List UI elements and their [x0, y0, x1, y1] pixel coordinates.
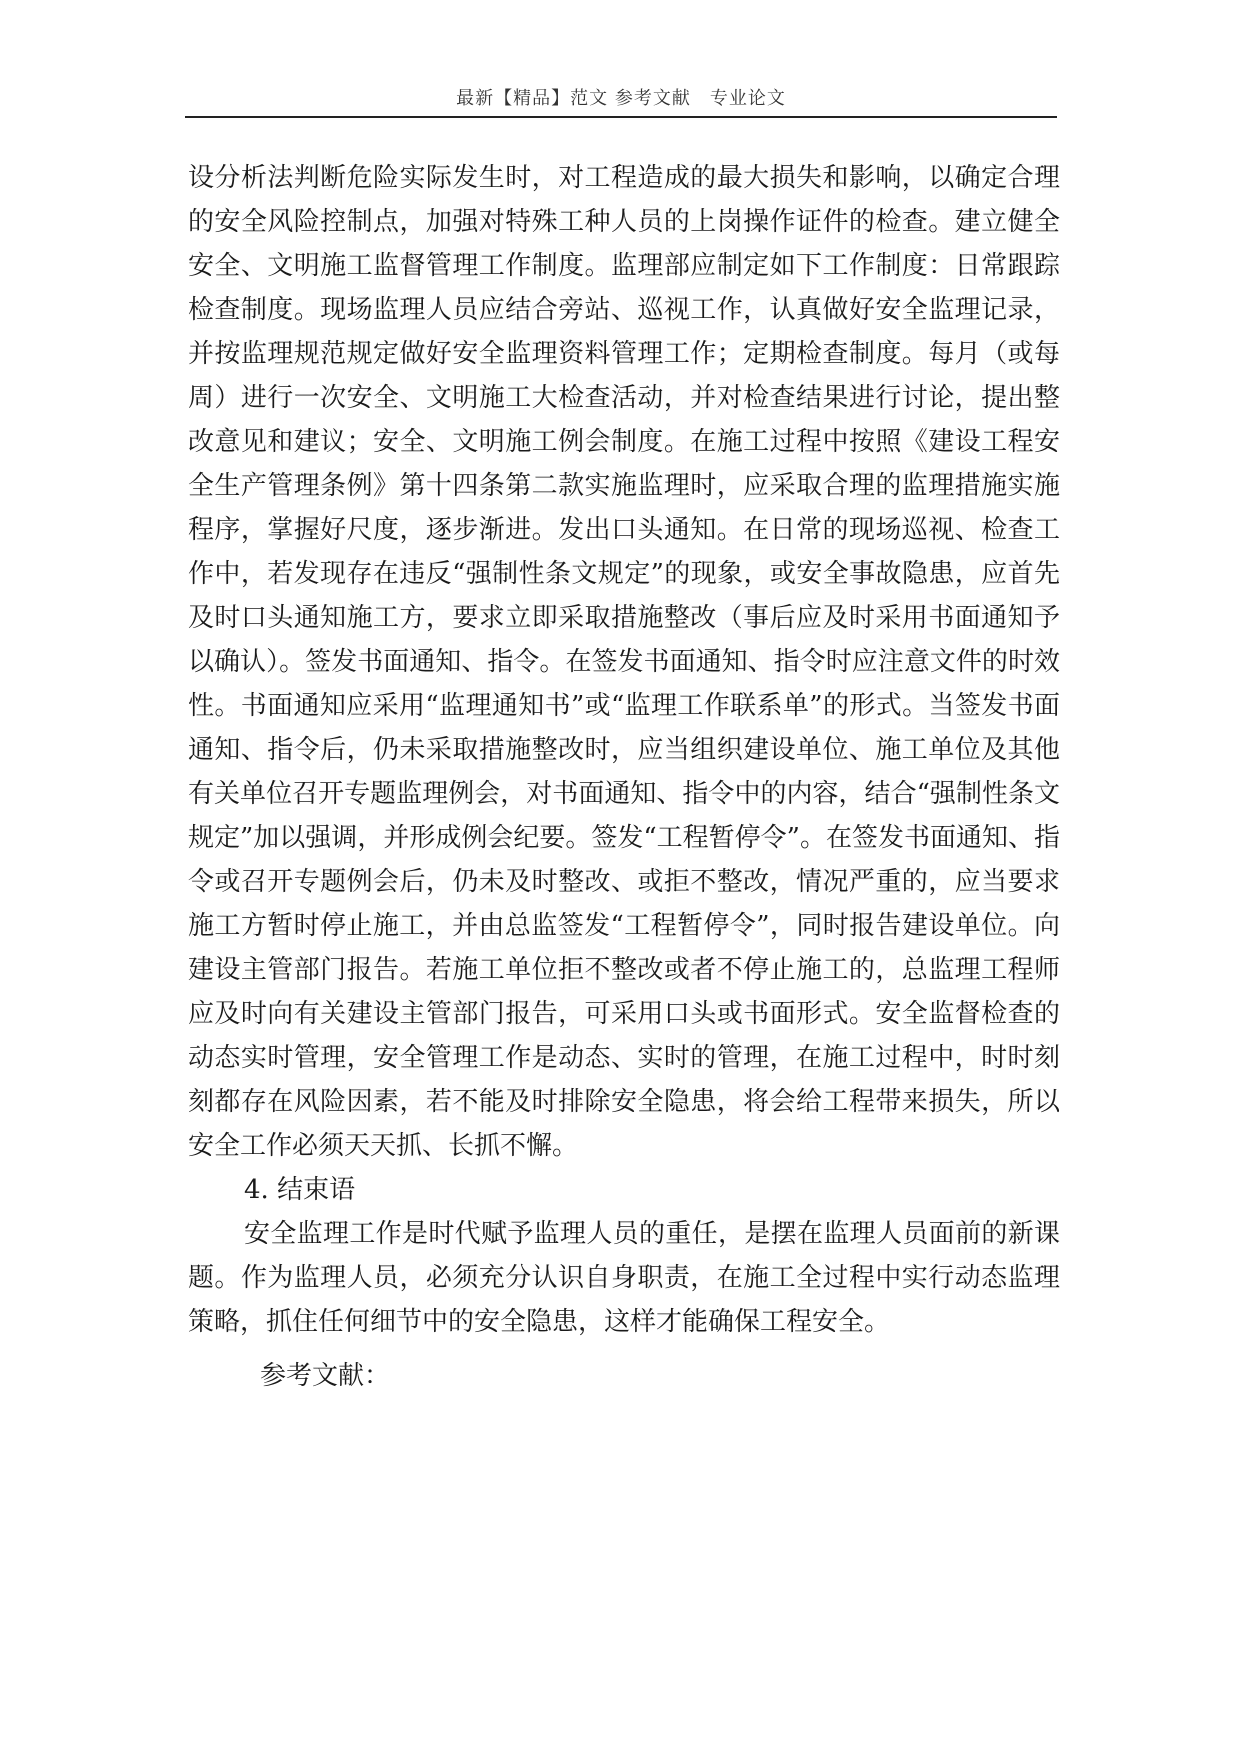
- references-heading: 参考文献：: [260, 1361, 391, 1391]
- running-header: 最新【精品】范文 参考文献 专业论文: [456, 88, 786, 109]
- section-heading: 4. 结束语: [244, 1175, 356, 1205]
- body-paragraph: 设分析法判断危险实际发生时，对工程造成的最大损失和影响，以确定合理的安全风险控制点，加强对特殊工种人员的上岗操作证件的检查。建立健全安全、文明施工监督管理工作制度。监理部应制定如下工作制度：日常跟踪检查制度。现场监理人员应结合旁站、巡视工作，认真做好安全监理记录，并按监理规范规定做好安全监理资料管理工作；定期检查制度。每月（或每周）进行一次安全、文明施工大检查活动，并对检查结果进行讨论，提出整改意见和建议；安全、文明施工例会制度。在施工过程中按照《建设工程安全生产管理条例》第十四条第二款实施监理时，应采取合理的监理措施实施程序，掌握好尺度，逐步渐进。发出口头通知。在日常的现场巡视、检查工作中，若发现存在违反“强制性条文规定”的现象，或安全事故隐患，应首先及时口头通知施工方，要求立即采取措施整改（事后应及时采用书面通知予以确认）。签发书面通知、指令。在签发书面通知、指令时应注意文件的时效性。书面通知应采用“监理通知书”或“监理工作联系单”的形式。当签发书面通知、指令后，仍未采取措施整改时，应当组织建设单位、施工单位及其他有关单位召开专题监理例会，对书面通知、指令中的内容，结合“强制性条文规定”加以强调，并形成例会纪要。签发“工程暂停令”。在签发书面通知、指令或召开专题例会后，仍未及时整改、或拒不整改，情况严重的，应当要求施工方暂时停止施工，并由总监签发“工程暂停令”，同时报告建设单位。向建设主管部门报告。若施工单位拒不整改或者不停止施工的，总监理工程师应及时向有关建设主管部门报告，可采用口头或书面形式。安全监督检查的动态实时管理，安全管理工作是动态、实时的管理，在施工过程中，时时刻刻都存在风险因素，若不能及时排除安全隐患，将会给工程带来损失，所以安全工作必须天天抓、长抓不懈。: [188, 163, 1060, 1161]
- header-divider: [185, 116, 1057, 118]
- conclusion-paragraph: 安全监理工作是时代赋予监理人员的重任，是摆在监理人员面前的新课题。作为监理人员，必须充分认识自身职责，在施工全过程中实行动态监理策略，抓住任何细节中的安全隐患，这样才能确保工程安全。: [188, 1219, 1060, 1337]
- document-body: [188, 156, 1060, 1398]
